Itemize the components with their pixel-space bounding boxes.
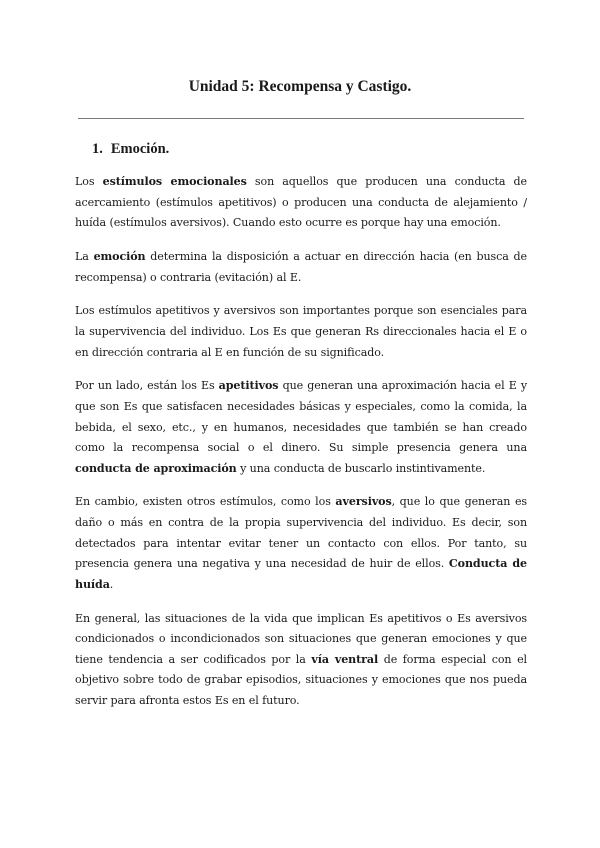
text-run: que generan una aproximación hacia el E y que son Es que satisfacen necesidades básicas y especiales, como la comida, la bebida, el sexo, etc., y en humanos, necesidades que también se han creado como la recompensa social o el dinero. Su simple presencia genera una [75,379,527,455]
document-title: Unidad 5: Recompensa y Castigo. [188,78,412,95]
paragraph-aversive [75,492,527,595]
document-body [75,172,527,725]
text-run: Los estímulos apetitivos y aversivos son importantes porque son esenciales para la supervivencia del individuo. Los Es que generan Rs direccionales hacia el E o en dirección contraria al E en función de su significado. [75,304,527,359]
text-run: y una conducta de buscarlo instintivamente. [236,461,486,475]
text-run: En cambio, existen otros estímulos, como los [75,495,336,509]
emphasis-term: conducta de aproximación [75,461,237,475]
paragraph-emotion [75,247,527,288]
text-run: , que lo que generan es daño o más en contra de la propia supervivencia del individuo. Es decir, son detectados para intentar evitar tener un contacto con ellos. Por tanto, su presencia genera una negativa y una necesidad de huir de ellos. [75,495,528,571]
section-number: 1. [92,141,103,157]
section-title: Emoción. [110,141,170,157]
text-run: Los [75,175,103,188]
paragraph-stimuli [75,172,527,234]
emphasis-term: apetitivos [218,379,279,393]
emphasis-term: vía ventral [311,652,379,666]
text-run: En general, las situaciones de la vida que implican Es apetitivos o Es aversivos condicionados o incondicionados son situaciones que generan emociones y que tiene tendencia a ser codificados por la [75,611,527,666]
emphasis-term: estímulos emocionales [102,175,247,188]
emphasis-term: Conducta de huída [75,557,528,591]
text-run: son aquellos que producen una conducta de acercamiento (estímulos apetitivos) o producen una conducta de alejamiento / huída (estímulos aversivos). Cuando esto ocurre es porque hay una emoción. [75,175,527,230]
section-heading [92,141,169,158]
paragraph-appetitive [75,376,527,479]
text-run: determina la disposición a actuar en dirección hacia (en busca de recompensa) o contraria (evitación) al E. [75,249,527,284]
emphasis-term: emoción [93,249,146,263]
text-run: . [109,577,114,591]
paragraph-survival [75,301,527,363]
paragraph-ventral-pathway [75,609,527,712]
emphasis-term: aversivos [335,495,392,509]
text-run: La [75,249,94,263]
title-divider [78,118,524,119]
text-run: de forma especial con el objetivo sobre todo de grabar episodios, situaciones y emociones que nos pueda servir para afronta estos Es en el futuro. [75,652,527,707]
text-run: Por un lado, están los Es [75,379,219,393]
